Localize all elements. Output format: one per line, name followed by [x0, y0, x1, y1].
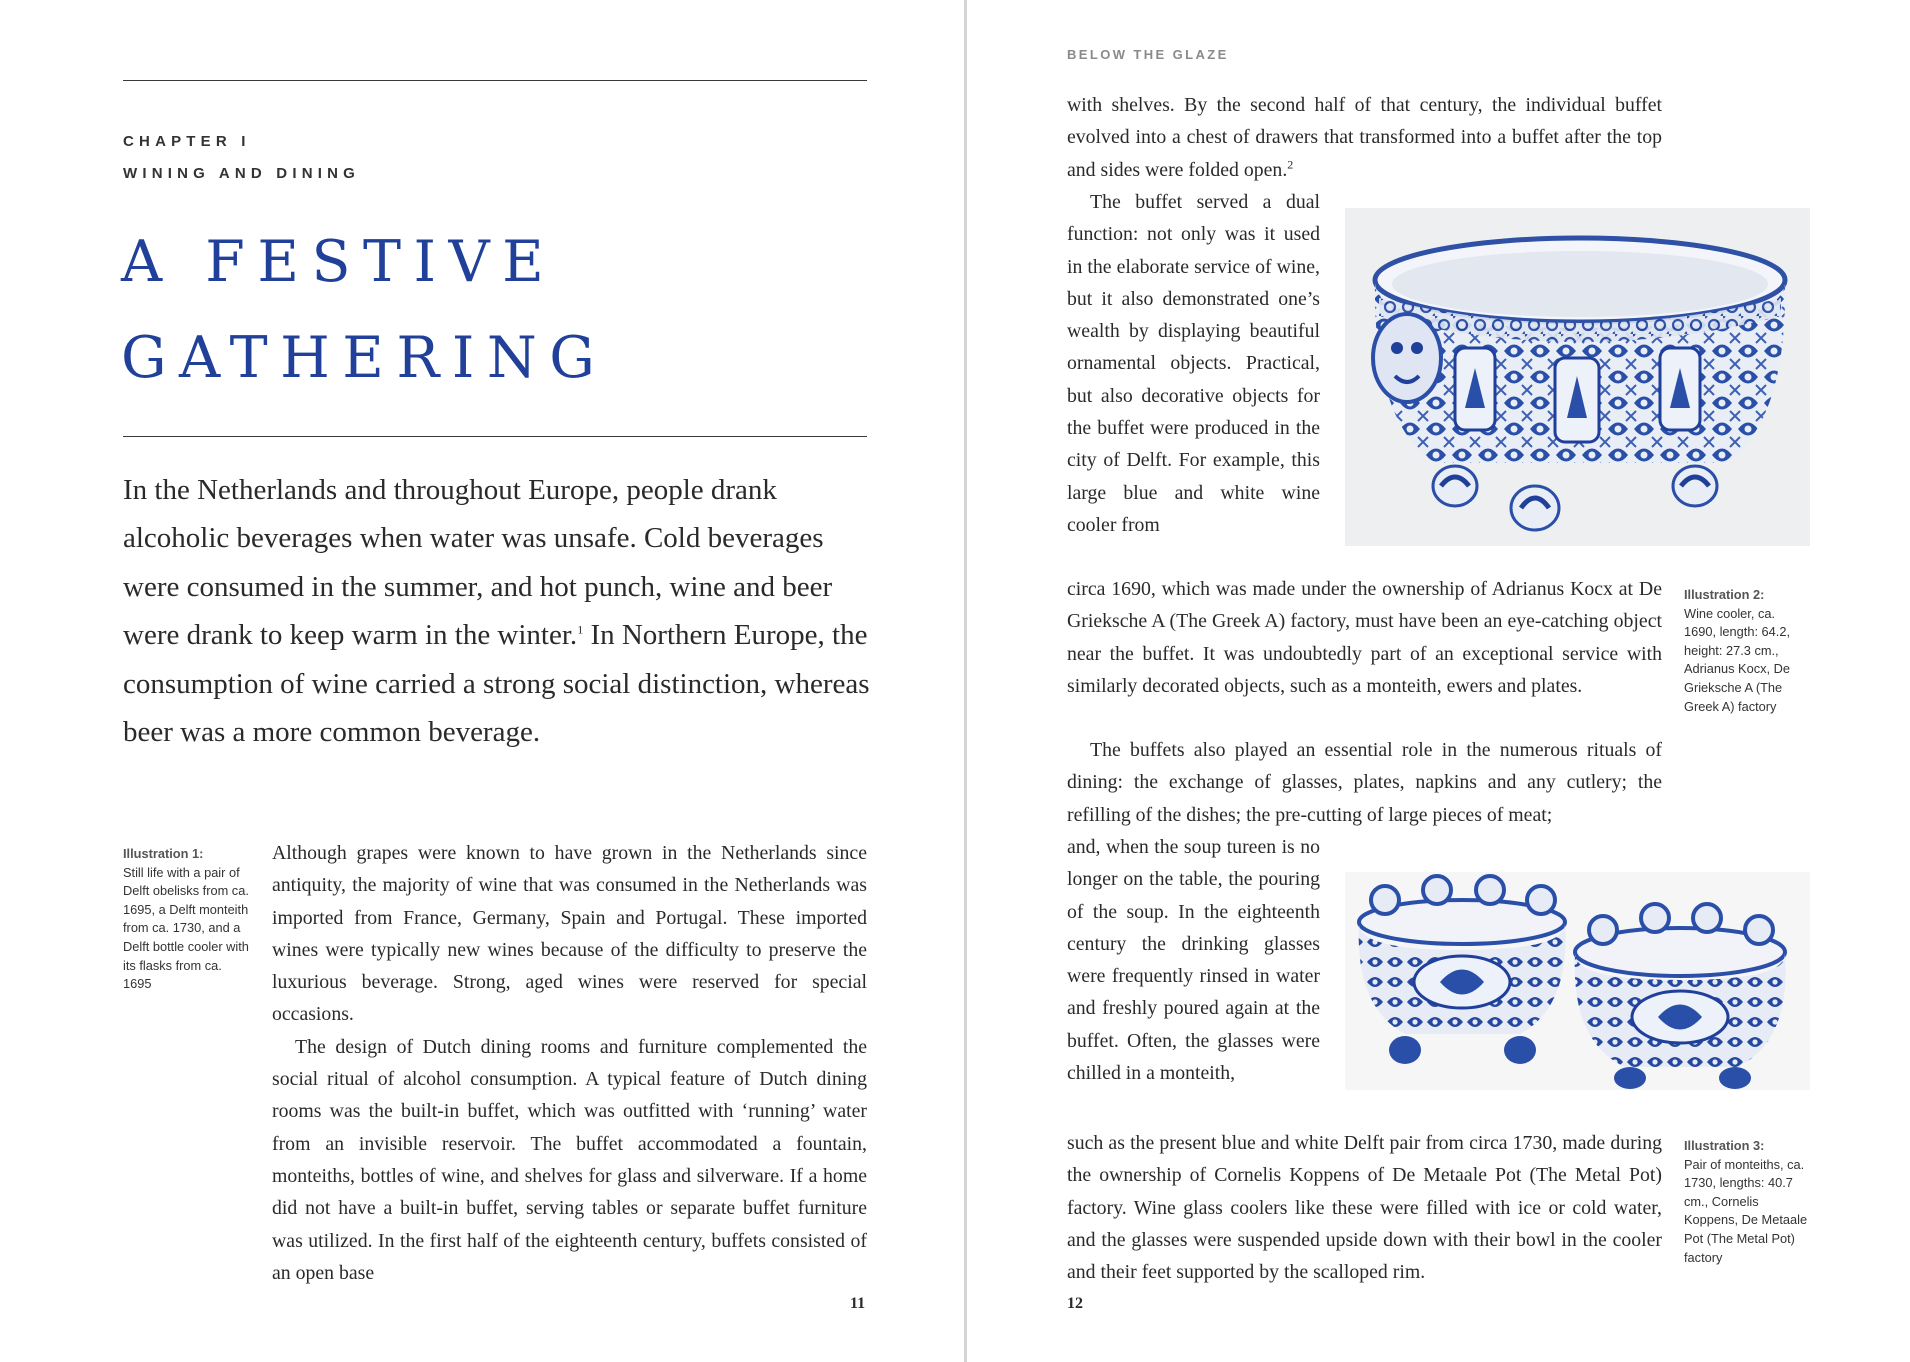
- chapter-title-line-1: A FESTIVE: [121, 229, 557, 295]
- lead-text-b: In Northern Europe, the consumption of wine carried a strong social distinction, whereas beer was a more common beverage.: [123, 619, 870, 749]
- title-rule: [123, 436, 867, 437]
- monteiths-photo: [1345, 872, 1810, 1090]
- page-number: 11: [850, 1295, 866, 1312]
- illustration-1-caption: [123, 845, 253, 994]
- caption-text: Still life with a pair of Delft obelisks from ca. 1695, a Delft monteith from ca. 1730, and a Delft bottle cooler with its flasks from ca. 1695: [123, 864, 249, 992]
- caption-title: Illustration 2:: [1684, 587, 1765, 602]
- top-rule: [123, 80, 867, 81]
- body-paragraph-wide: The buffets also played an essential role in the numerous rituals of dining: the exchange of glasses, plates, napkins and any cutlery; the refilling of the dishes; the pre-cutting of large pieces of meat;: [1067, 739, 1662, 826]
- body-text: with shelves. By the second half of that century, the individual buffet evolved into a chest of drawers that transformed into a buffet after the top and sides were folded open.: [1067, 94, 1662, 181]
- body-paragraph-wide: such as the present blue and white Delft pair from circa 1730, made during the ownership of Cornelis Koppens of De Metaale Pot (The Metal Pot) factory. Wine glass coolers like these were filled with ice or cold water, and the glasses were suspended upside down with their bowl in the cooler and their feet supported by the scalloped rim.: [1067, 1132, 1662, 1284]
- caption-text: Pair of monteiths, ca. 1730, lengths: 40.7 cm., Cornelis Koppens, De Metaale Pot (The Metal Pot) factory: [1684, 1156, 1808, 1265]
- footnote-ref-1[interactable]: 1: [577, 622, 584, 637]
- body-paragraph-wide: circa 1690, which was made under the ownership of Adrianus Kocx at De Grieksche A (The Greek A) factory, must have been an eye-catching object near the buffet. It was undoubtedly part of an exceptional service with similarly decorated objects, such as a monteith, ewers and plates.: [1067, 578, 1662, 697]
- lead-text-a: In the Netherlands and throughout Europe, people drank alcoholic beverages when water was unsafe. Cold beverages were consumed in the summer, and hot punch, wine and beer were drank to keep warm in the winter.: [123, 474, 833, 652]
- chapter-title-line-2: GATHERING: [121, 325, 608, 391]
- chapter-title: [121, 214, 881, 406]
- page-number: 12: [1067, 1295, 1083, 1312]
- body-paragraph-narrow: and, when the soup tureen is no longer on the table, the pouring of the soup. In the eighteenth century the drinking glasses were frequently rinsed in water and freshly poured again at the buffet. Often, the glasses were chilled in a monteith,: [1067, 836, 1320, 1085]
- body-paragraph-narrow: The buffet served a dual function: not only was it used in the elaborate service of wine, but it also demonstrated one’s wealth by displaying beautiful ornamental objects. Practical, but also decorative objects for the buffet were produced in the city of Delft. For example, this large blue and white wine cooler from: [1067, 191, 1320, 536]
- book-gutter: [964, 0, 967, 1362]
- caption-title: Illustration 3:: [1684, 1138, 1765, 1153]
- body-text: [272, 837, 867, 1289]
- body-paragraph: The design of Dutch dining rooms and furniture complemented the social ritual of alcohol consumption. A typical feature of Dutch dining rooms was the built-in buffet, which was outfitted with ‘running’ water from an invisible reservoir. The buffet accommodated a fountain, monteiths, bottles of wine, and shelves for glass and silverware. If a home did not have a built-in buffet, serving tables or separate buffet furniture was utilized. In the first half of the eighteenth century, buffets consisted of an open base: [272, 1035, 867, 1284]
- caption-text: Wine cooler, ca. 1690, length: 64.2, height: 27.3 cm., Adrianus Kocx, De Grieksche A (The Greek A) factory: [1684, 605, 1791, 714]
- lead-paragraph: [123, 466, 873, 756]
- caption-title: Illustration 1:: [123, 846, 204, 861]
- monteiths-image: [1345, 872, 1810, 1090]
- chapter-subtitle: WINING AND DINING: [123, 165, 361, 182]
- body-paragraph: Although grapes were known to have grown in the Netherlands since antiquity, the majority of wine that was consumed in the Netherlands was imported from France, Germany, Spain and Portugal. These imported wines were typically new wines because of the difficulty to preserve the luxurious beverage. Strong, aged wines were reserved for special occasions.: [272, 842, 867, 1026]
- right-page: [968, 0, 1910, 1362]
- running-head: BELOW THE GLAZE: [1067, 47, 1229, 62]
- illustration-2-caption: [1684, 586, 1810, 716]
- wine-cooler-photo: [1345, 208, 1810, 546]
- illustration-3-caption: [1684, 1137, 1810, 1267]
- wine-cooler-image: [1345, 208, 1810, 546]
- footnote-ref-2[interactable]: 2: [1287, 157, 1294, 171]
- chapter-number: CHAPTER I: [123, 133, 251, 150]
- body-paragraph-top: [1067, 89, 1662, 186]
